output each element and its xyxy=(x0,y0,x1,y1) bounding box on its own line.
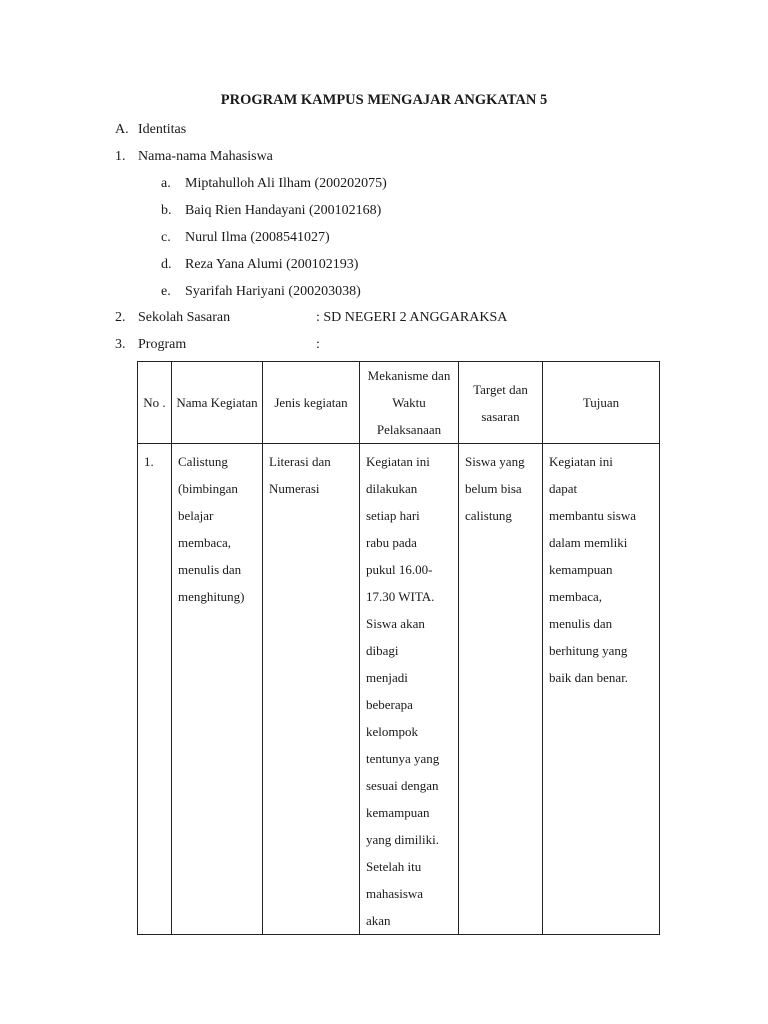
header-mekanisme: Mekanisme dan Waktu Pelaksanaan xyxy=(360,362,459,444)
student-marker: c. xyxy=(161,230,171,245)
cell-no: 1. xyxy=(138,444,172,935)
table-row xyxy=(138,444,660,935)
header-target: Target dan sasaran xyxy=(459,362,543,444)
student-marker: d. xyxy=(161,257,172,272)
student-marker: e. xyxy=(161,284,171,299)
student-name: Nurul Ilma (2008541027) xyxy=(185,230,330,245)
item2-marker: 2. xyxy=(115,310,126,325)
table-header-row xyxy=(138,362,660,444)
section-a-marker: A. xyxy=(115,122,129,137)
student-name: Reza Yana Alumi (200102193) xyxy=(185,257,359,272)
student-name: Syarifah Hariyani (200203038) xyxy=(185,284,361,299)
header-tujuan: Tujuan xyxy=(543,362,660,444)
cell-tujuan: Kegiatan ini dapat membantu siswa dalam memliki kemampuan membaca, menulis dan berhitung yang baik dan benar. xyxy=(543,444,660,935)
item3-marker: 3. xyxy=(115,337,126,352)
program-table xyxy=(137,361,660,935)
item3-value: : xyxy=(316,337,320,352)
header-jenis-kegiatan: Jenis kegiatan xyxy=(263,362,360,444)
item3-label: Program xyxy=(138,337,187,352)
cell-target: Siswa yang belum bisa calistung xyxy=(459,444,543,935)
student-name: Miptahulloh Ali Ilham (200202075) xyxy=(185,176,387,191)
item2-label: Sekolah Sasaran xyxy=(138,310,231,325)
student-name: Baiq Rien Handayani (200102168) xyxy=(185,203,382,218)
item1-marker: 1. xyxy=(115,149,126,164)
header-nama-kegiatan: Nama Kegiatan xyxy=(172,362,263,444)
document-title: PROGRAM KAMPUS MENGAJAR ANGKATAN 5 xyxy=(220,92,548,108)
cell-jenis-kegiatan: Literasi dan Numerasi xyxy=(263,444,360,935)
section-a-label: Identitas xyxy=(138,122,187,137)
item2-value: : SD NEGERI 2 ANGGARAKSA xyxy=(316,310,508,325)
student-marker: b. xyxy=(161,203,172,218)
header-no: No . xyxy=(138,362,172,444)
item1-label: Nama-nama Mahasiswa xyxy=(138,149,273,164)
cell-nama-kegiatan: Calistung (bimbingan belajar membaca, menulis dan menghitung) xyxy=(172,444,263,935)
cell-mekanisme: Kegiatan ini dilakukan setiap hari rabu pada pukul 16.00- 17.30 WITA. Siswa akan dibagi menjadi beberapa kelompok tentunya yang sesuai dengan kemampuan yang dimiliki. Setelah itu mahasiswa akan xyxy=(360,444,459,935)
student-marker: a. xyxy=(161,176,171,191)
